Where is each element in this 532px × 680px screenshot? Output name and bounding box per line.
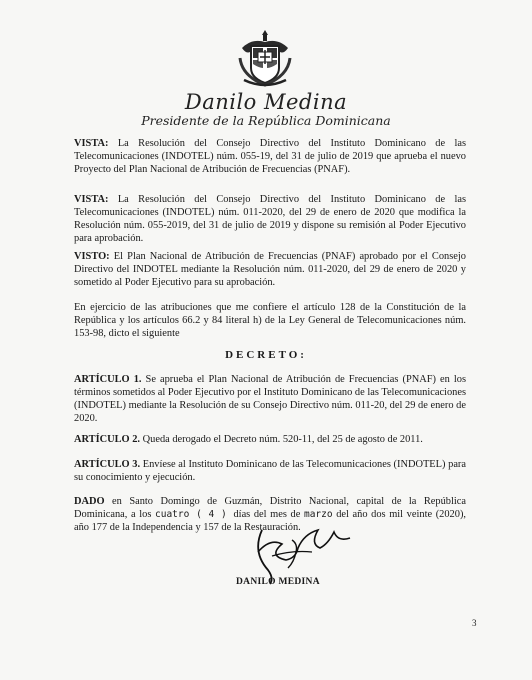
day-number: ( 4 ) bbox=[189, 509, 234, 520]
article-label: ARTÍCULO 3. bbox=[74, 459, 141, 470]
day-word: cuatro bbox=[155, 509, 190, 520]
article-text: Queda derogado el Decreto núm. 520-11, del 25 de agosto de 2011. bbox=[140, 434, 423, 445]
vista-label: VISTA: bbox=[74, 138, 109, 149]
visto-paragraph bbox=[74, 250, 466, 289]
vista-text: La Resolución del Consejo Directivo del Instituto Dominicano de las Telecomunicaciones (INDOTEL) núm. 011-2020, del 29 de enero de 2020 que modifica la Resolución núm. 055-2019, del 31 de julio de 2019 y dispone su remisión al Poder Ejecutivo para aprobación. bbox=[74, 194, 466, 244]
article-text: Envíese al Instituto Dominicano de las Telecomunicaciones (INDOTEL) para su conocimiento y ejecución. bbox=[74, 459, 466, 483]
vista-paragraph-2 bbox=[74, 193, 466, 245]
visto-text: El Plan Nacional de Atribución de Frecuencias (PNAF) aprobado por el Consejo Directivo del INDOTEL mediante la Resolución núm. 011-2020, del 29 de enero de 2020 y sometido al Poder Ejecutivo para su aprobación. bbox=[74, 251, 466, 288]
visto-label: VISTO: bbox=[74, 251, 110, 262]
dado-text-a: en Santo Domingo de Guzmán, Distrito Nacional, capital de la República Dominicana, a los bbox=[74, 496, 466, 520]
ejercicio-paragraph: En ejercicio de las atribuciones que me confiere el artículo 128 de la Constitución de la República y los artículos 66.2 y 84 literal h) de la Ley General de Telecomunicaciones núm. 153-98, dicto el siguiente bbox=[74, 302, 466, 339]
article-2 bbox=[74, 433, 466, 446]
article-3 bbox=[74, 458, 466, 484]
decreto-heading: DECRETO: bbox=[225, 349, 307, 361]
vista-label: VISTA: bbox=[74, 194, 109, 205]
page-number: 3 bbox=[472, 618, 477, 628]
month-word: marzo bbox=[303, 509, 333, 520]
dado-text-c: del año dos mil veinte (2020), año 177 de la Independencia y 157 de la Restauración. bbox=[74, 509, 466, 533]
dado-text-b: días del mes de bbox=[233, 509, 304, 520]
president-title: Presidente de la República Dominicana bbox=[141, 113, 391, 128]
president-name: Danilo Medina bbox=[184, 90, 348, 114]
article-label: ARTÍCULO 1. bbox=[74, 374, 142, 385]
vista-text: La Resolución del Consejo Directivo del Instituto Dominicano de las Telecomunicaciones (INDOTEL) núm. 055-19, del 31 de julio de 2019 que aprueba el nuevo Proyecto del Plan Nacional de Atribución de Frecuencias (PNAF). bbox=[74, 138, 466, 175]
article-text: Se aprueba el Plan Nacional de Atribución de Frecuencias (PNAF) en los términos sometidos al Poder Ejecutivo por el Instituto Dominicano de las Telecomunicaciones (INDOTEL) mediante la Resolución de su Consejo Directivo núm. 011-20, del 29 de enero de 2020. bbox=[74, 374, 467, 424]
signature-name: DANILO MEDINA bbox=[236, 577, 320, 587]
vista-paragraph-1 bbox=[74, 137, 466, 176]
coat-of-arms-seal-icon bbox=[236, 28, 294, 88]
article-1 bbox=[74, 373, 466, 425]
dado-label: DADO bbox=[74, 496, 105, 507]
article-label: ARTÍCULO 2. bbox=[74, 434, 141, 445]
